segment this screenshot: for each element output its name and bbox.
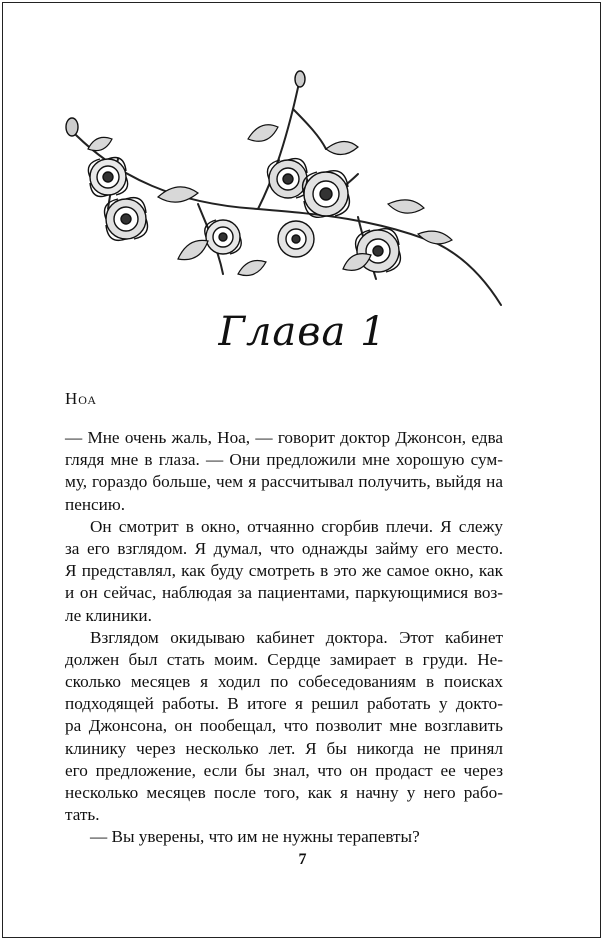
narrator-heading: Ноа [65, 389, 98, 408]
text-line: подходящей работы. В итоге я решил работать у докто- [65, 694, 503, 714]
book-page [2, 2, 601, 938]
text-line: — Вы уверены, что им не нужны терапевты? [90, 827, 420, 847]
text-line: — Мне очень жаль, Ноа, — говорит доктор Джонсон, едва [65, 428, 503, 447]
chapter-title: Глава 1 [218, 309, 387, 355]
body-text [65, 427, 503, 849]
text-line: сколько месяцев я ходил по собеседованиям в поисках [65, 672, 503, 692]
text-line: глядя мне в глаза. — Они предложили мне хорошую сум- [65, 450, 503, 470]
text-line: Взглядом окидываю кабинет доктора. Этот кабинет [90, 627, 503, 647]
text-line: тать. [65, 805, 100, 825]
text-line: пенсию. [65, 494, 125, 514]
text-line: ра Джонсона, он пообещал, что позволит мне возглавить [65, 716, 503, 736]
text-line: за его взглядом. Я думал, что однажды займу его место. [65, 538, 503, 558]
text-line: несколько месяцев после того, как я начну у него рабо- [65, 783, 503, 802]
text-line: ле клиники. [65, 605, 152, 625]
page-number: 7 [298, 851, 307, 868]
text-line: му, гораздо больше, чем я рассчитывал получить, выйдя на [65, 472, 503, 492]
text-line: его предложение, если бы знал, что он продаст ее через [65, 760, 503, 780]
text-line: и он сейчас, наблюдая за пациентами, паркующимися воз- [65, 583, 503, 603]
text-line: должен был стать моим. Сердце замирает в груди. Не- [65, 649, 503, 669]
text-line: Он смотрит в окно, отчаянно сгорбив плечи. Я слежу [90, 516, 503, 536]
floral-branch-illustration [58, 69, 508, 309]
text-line: Я представлял, как буду смотреть в это же самое окно, как [65, 561, 503, 581]
text-line: клинику через несколько лет. Я бы никогда не принял [65, 738, 503, 758]
